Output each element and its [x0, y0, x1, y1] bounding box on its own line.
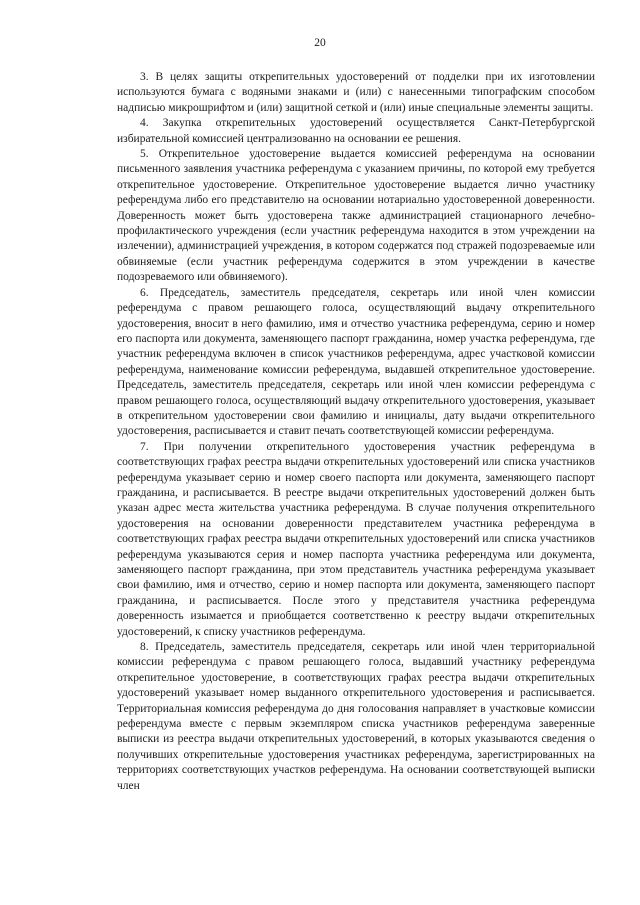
paragraph-5: 5. Открепительное удостоверение выдается комиссией референдума на основании письменного заявления участника референдума с указанием причины, по которой ему требуется открепительное удостоверение. Открепительное удостоверение выдается лично участнику референдума либо его представителю на основании нотариально удостоверенной доверенности. Доверенность может быть удостоверена также администрацией стационарного лечебно-профилактического учреждения (если участник референдума находится в этом учреждении на излечении), администрацией учреждения, в котором содержатся под стражей подозреваемые или обвиняемые (если участник референдума содержится в этом учреждении в качестве подозреваемого или обвиняемого). [117, 148, 595, 284]
paragraph-4: 4. Закупка открепительных удостоверений осуществляется Санкт-Петербургской избирательной комиссией централизованно на основании ее решения. [117, 117, 595, 145]
paragraph-6: 6. Председатель, заместитель председателя, секретарь или иной член комиссии референдума с правом решающего голоса, осуществляющий выдачу открепительного удостоверения, вносит в него фамилию, имя и отчество участника референдума, серию и номер его паспорта или документа, заменяющего паспорт гражданина, номер участка референдума, где участник референдума включен в список участников референдума, адрес участковой комиссии референдума, наименование комиссии референдума, выдавшей открепительное удостоверение. Председатель, заместитель председателя, секретарь или иной член комиссии референдума с правом решающего голоса, осуществляющий выдачу открепительного удостоверения, указывает в открепительном удостоверении свои фамилию и инициалы, дату выдачи открепительного удостоверения, расписывается и ставит печать соответствующей комиссии референдума. [117, 286, 595, 438]
paragraph-7: 7. При получении открепительного удостоверения участник референдума в соответствующих графах реестра выдачи открепительных удостоверений или списка участников референдума указывает серию и номер своего паспорта или документа, заменяющего паспорт гражданина, и расписывается. В реестре выдачи открепительных удостоверений должен быть указан адрес места жительства участника референдума. В случае получения открепительного удостоверения на основании доверенности представителем участника референдума в соответствующих графах реестра выдачи открепительных удостоверений или списка участников референдума указываются серия и номер паспорта участника референдума или документа, заменяющего паспорт гражданина, при этом представитель участника референдума указывает свои фамилию, имя и отчество, серию и номер паспорта или документа, заменяющего паспорт гражданина, и расписывается. После этого у представителя участника референдума доверенность изымается и приобщается соответственно к реестру выдачи открепительных удостоверений, к списку участников референдума. [117, 440, 595, 638]
page-number: 20 [314, 37, 326, 49]
paragraph-3: 3. В целях защиты открепительных удостоверений от подделки при их изготовлении используются бумага с водяными знаками и (или) с нанесенными типографским способом надписью микрошрифтом и (или) защитной сеткой и (или) иные специальные элементы защиты. [117, 71, 595, 114]
paragraph-8: 8. Председатель, заместитель председателя, секретарь или иной член территориальной комиссии референдума с правом решающего голоса, выдавший участнику референдума открепительное удостоверение, в соответствующих графах реестра выдачи открепительных удостоверений указывает номер выданного открепительного удостоверения и расписывается. Территориальная комиссия референдума до дня голосования направляет в участковые комиссии референдума вместе с первым экземпляром списка участников референдума заверенные выписки из реестра выдачи открепительных удостоверений, в которых указываются сведения о получивших открепительные удостоверения участниках референдума, зарегистрированных на территориях соответствующих участков референдума. На основании соответствующей выписки член [117, 641, 595, 792]
body-text [117, 70, 595, 794]
